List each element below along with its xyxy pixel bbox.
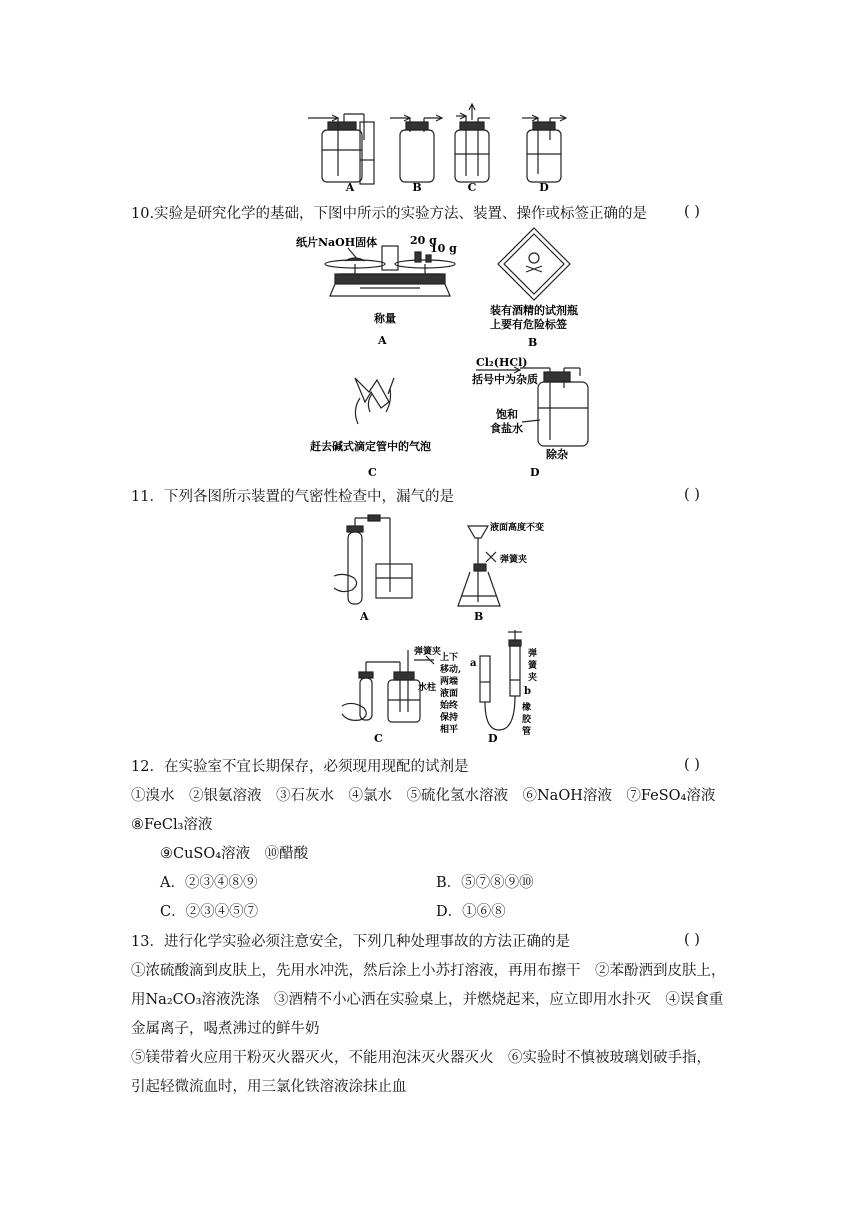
q11-stem: 11．下列各图所示装置的气密性检查中，漏气的是 [131,489,454,505]
bottle-b [390,115,442,182]
move-note-3: 两端 [440,677,459,687]
q11-answer-paren: ( ) [684,487,700,503]
level-unchanged-label: 液面高度不变 [490,523,545,533]
caption-a-weighing: 称量 [374,312,396,325]
hazard-caption-line2: 上要有危险标签 [490,318,567,331]
q11-label-c: C [374,732,383,745]
airtight-check-b [458,526,500,606]
rubber-tube-label-1: 橡 [522,703,532,713]
q12-items-line2: ⑧FeCl₃溶液 [131,817,213,833]
impurity-note: 括号中为杂质 [472,373,538,386]
q12-option-c: C．②③④⑤⑦ [160,904,259,920]
q13-line-3: 金属离子，喝煮沸过的鲜牛奶 [131,1021,320,1037]
water-column-label: 水柱 [418,683,437,693]
burette-hand-illustration [355,378,394,424]
q13-line-2: 用Na₂CO₃溶液洗涤 ③酒精不小心洒在实验桌上，并燃烧起来，应立即用水扑灭 ④误食重 [131,992,724,1008]
clamp-d-label-2: 簧 [528,661,538,671]
fig-top-label-d: D [539,181,549,194]
bottle-c [455,104,490,182]
caption-d-purify: 除杂 [546,448,568,461]
q12-items-line3: ⑨CuSO₄溶液 ⑩醋酸 [160,846,309,862]
tube-b-label: b [524,686,531,697]
q13-line-1: ①浓硫酸滴到皮肤上，先用水冲洗，然后涂上小苏打溶液，再用布擦干 ②苯酚洒到皮肤上， [131,963,726,979]
move-note-1: 上下 [440,653,459,663]
brine-label-line2: 食盐水 [490,422,523,435]
q11-label-d: D [488,732,498,745]
fig-top-label-a: A [345,181,355,194]
bottle-a [308,114,374,184]
clamp-b-label: 弹簧夹 [500,555,528,565]
q13-line-4: ⑤镁带着火应用干粉灭火器灭火，不能用泡沫灭火器灭火 ⑥实验时不慎被玻璃划破手指， [131,1050,711,1066]
q11-label-a: A [360,610,369,623]
q10-figure [296,228,600,483]
move-note-5: 始终 [440,701,459,711]
q11-label-b: B [474,610,484,623]
q10-label-d: D [530,466,540,479]
q13-answer-paren: ( ) [684,932,700,948]
hazard-caption-line1: 装有酒精的试剂瓶 [490,304,578,317]
q10-stem: 10.实验是研究化学的基础，下图中所示的实验方法、装置、操作或标签正确的是 [131,206,648,222]
airtight-check-d [480,630,522,730]
q11-figure [330,512,590,747]
move-note-4: 液面 [440,689,459,699]
clamp-d-label-1: 弹 [528,649,538,659]
rubber-tube-label-3: 管 [522,727,532,737]
q10-label-b: B [528,336,538,349]
q13-line-5: 引起轻微流血时，用三氯化铁溶液涂抹止血 [131,1079,407,1095]
clamp-c-label: 弹簧夹 [414,647,442,657]
bottle-d [522,115,566,182]
balance-label: 纸片NaOH固体 [296,236,378,249]
q12-option-b: B．⑤⑦⑧⑨⑩ [436,875,534,891]
brine-label-line1: 饱和 [496,408,518,421]
q12-option-d: D．①⑥⑧ [436,904,506,920]
q12-answer-paren: ( ) [684,757,700,773]
q10-label-c: C [368,466,377,479]
tube-a-label: a [470,658,477,669]
q12-items-line1: ①溴水 ②银氨溶液 ③石灰水 ④氯水 ⑤硫化氢水溶液 ⑥NaOH溶液 ⑦FeSO₄溶液 [131,788,716,804]
clamp-d-label-3: 夹 [528,673,538,683]
q12-stem: 12．在实验室不宜长期保存，必须现用现配的试剂是 [131,759,469,775]
gas-bottles-figure [300,100,590,195]
fig-top-label-b: B [412,181,422,194]
hazard-label-diamond [498,228,570,300]
fig-top-label-c: C [467,181,477,194]
move-note-7: 相平 [440,725,459,735]
rubber-tube-label-2: 胶 [522,715,532,725]
gas-label: Cl₂(HCl) [476,356,528,369]
q10-answer-paren: ( ) [684,204,700,220]
airtight-check-a [334,515,412,604]
move-note-2: 移动, [440,665,462,675]
q13-stem: 13．进行化学实验必须注意安全，下列几种处理事故的方法正确的是 [131,934,570,950]
q12-option-a: A．②③④⑧⑨ [160,875,258,891]
move-note-6: 保持 [440,713,459,723]
weight-20g-label: 20 g [410,234,437,247]
q10-label-a: A [378,334,387,347]
caption-c-burette: 赶去碱式滴定管中的气泡 [310,440,431,453]
weight-10g-label: 10 g [430,242,457,255]
